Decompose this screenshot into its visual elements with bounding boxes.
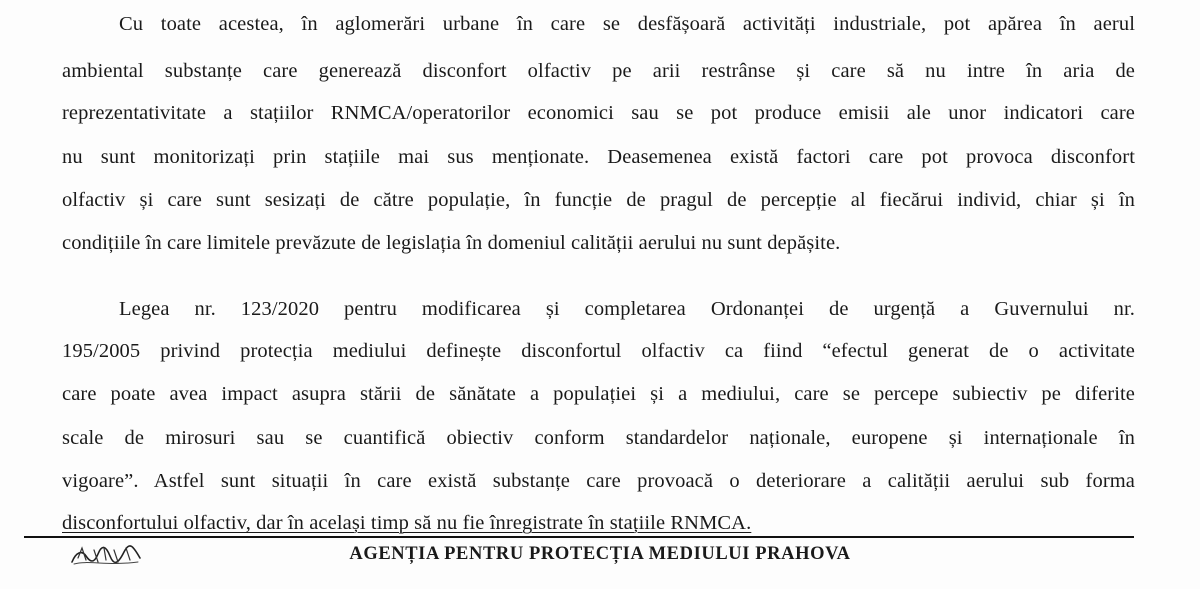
paragraph-1-line-6: condițiile în care limitele prevăzute de legislația în domeniul calității aerului nu sunt depășite. — [62, 232, 841, 254]
paragraph-1-line-5: olfactiv și care sunt sesizați de către populație, în funcție de pragul de percepție al fiecărui individ, chiar și în — [62, 189, 1135, 211]
paragraph-1-line-1: Cu toate acestea, în aglomerări urbane în care se desfășoară activități industriale, pot apărea în aerul — [119, 13, 1135, 35]
paragraph-2-line-5: vigoare”. Astfel sunt situații în care există substanțe care provoacă o deteriorare a calității aerului sub forma — [62, 470, 1135, 492]
paragraph-2-line-4: scale de mirosuri sau se cuantifică obiectiv conform standardelor naționale, europene și internaționale în — [62, 427, 1135, 449]
footer-divider — [24, 536, 1134, 538]
paragraph-2-line-6: disconfortului olfactiv, dar în același timp să nu fie înregistrate în stațiile RNMCA. — [62, 512, 752, 534]
paragraph-1-line-3: reprezentativitate a stațiilor RNMCA/operatorilor economici sau se pot produce emisii ale unor indicatori care — [62, 102, 1135, 124]
paragraph-2-line-3: care poate avea impact asupra stării de sănătate a populației și a mediului, care se percepe subiectiv pe diferite — [62, 383, 1135, 405]
paragraph-1-line-4: nu sunt monitorizați prin stațiile mai sus menționate. Deasemenea există factori care pot provoca disconfort — [62, 146, 1135, 168]
paragraph-1-line-2: ambiental substanțe care generează disconfort olfactiv pe arii restrânse și care să nu intre în aria de — [62, 60, 1135, 82]
agency-name: AGENȚIA PENTRU PROTECȚIA MEDIULUI PRAHOVA — [349, 544, 851, 564]
paragraph-2-line-2: 195/2005 privind protecția mediului definește disconfortul olfactiv ca fiind “efectul generat de o activitate — [62, 340, 1135, 362]
paragraph-2-line-1: Legea nr. 123/2020 pentru modificarea și completarea Ordonanței de urgență a Guvernului nr. — [119, 298, 1135, 320]
